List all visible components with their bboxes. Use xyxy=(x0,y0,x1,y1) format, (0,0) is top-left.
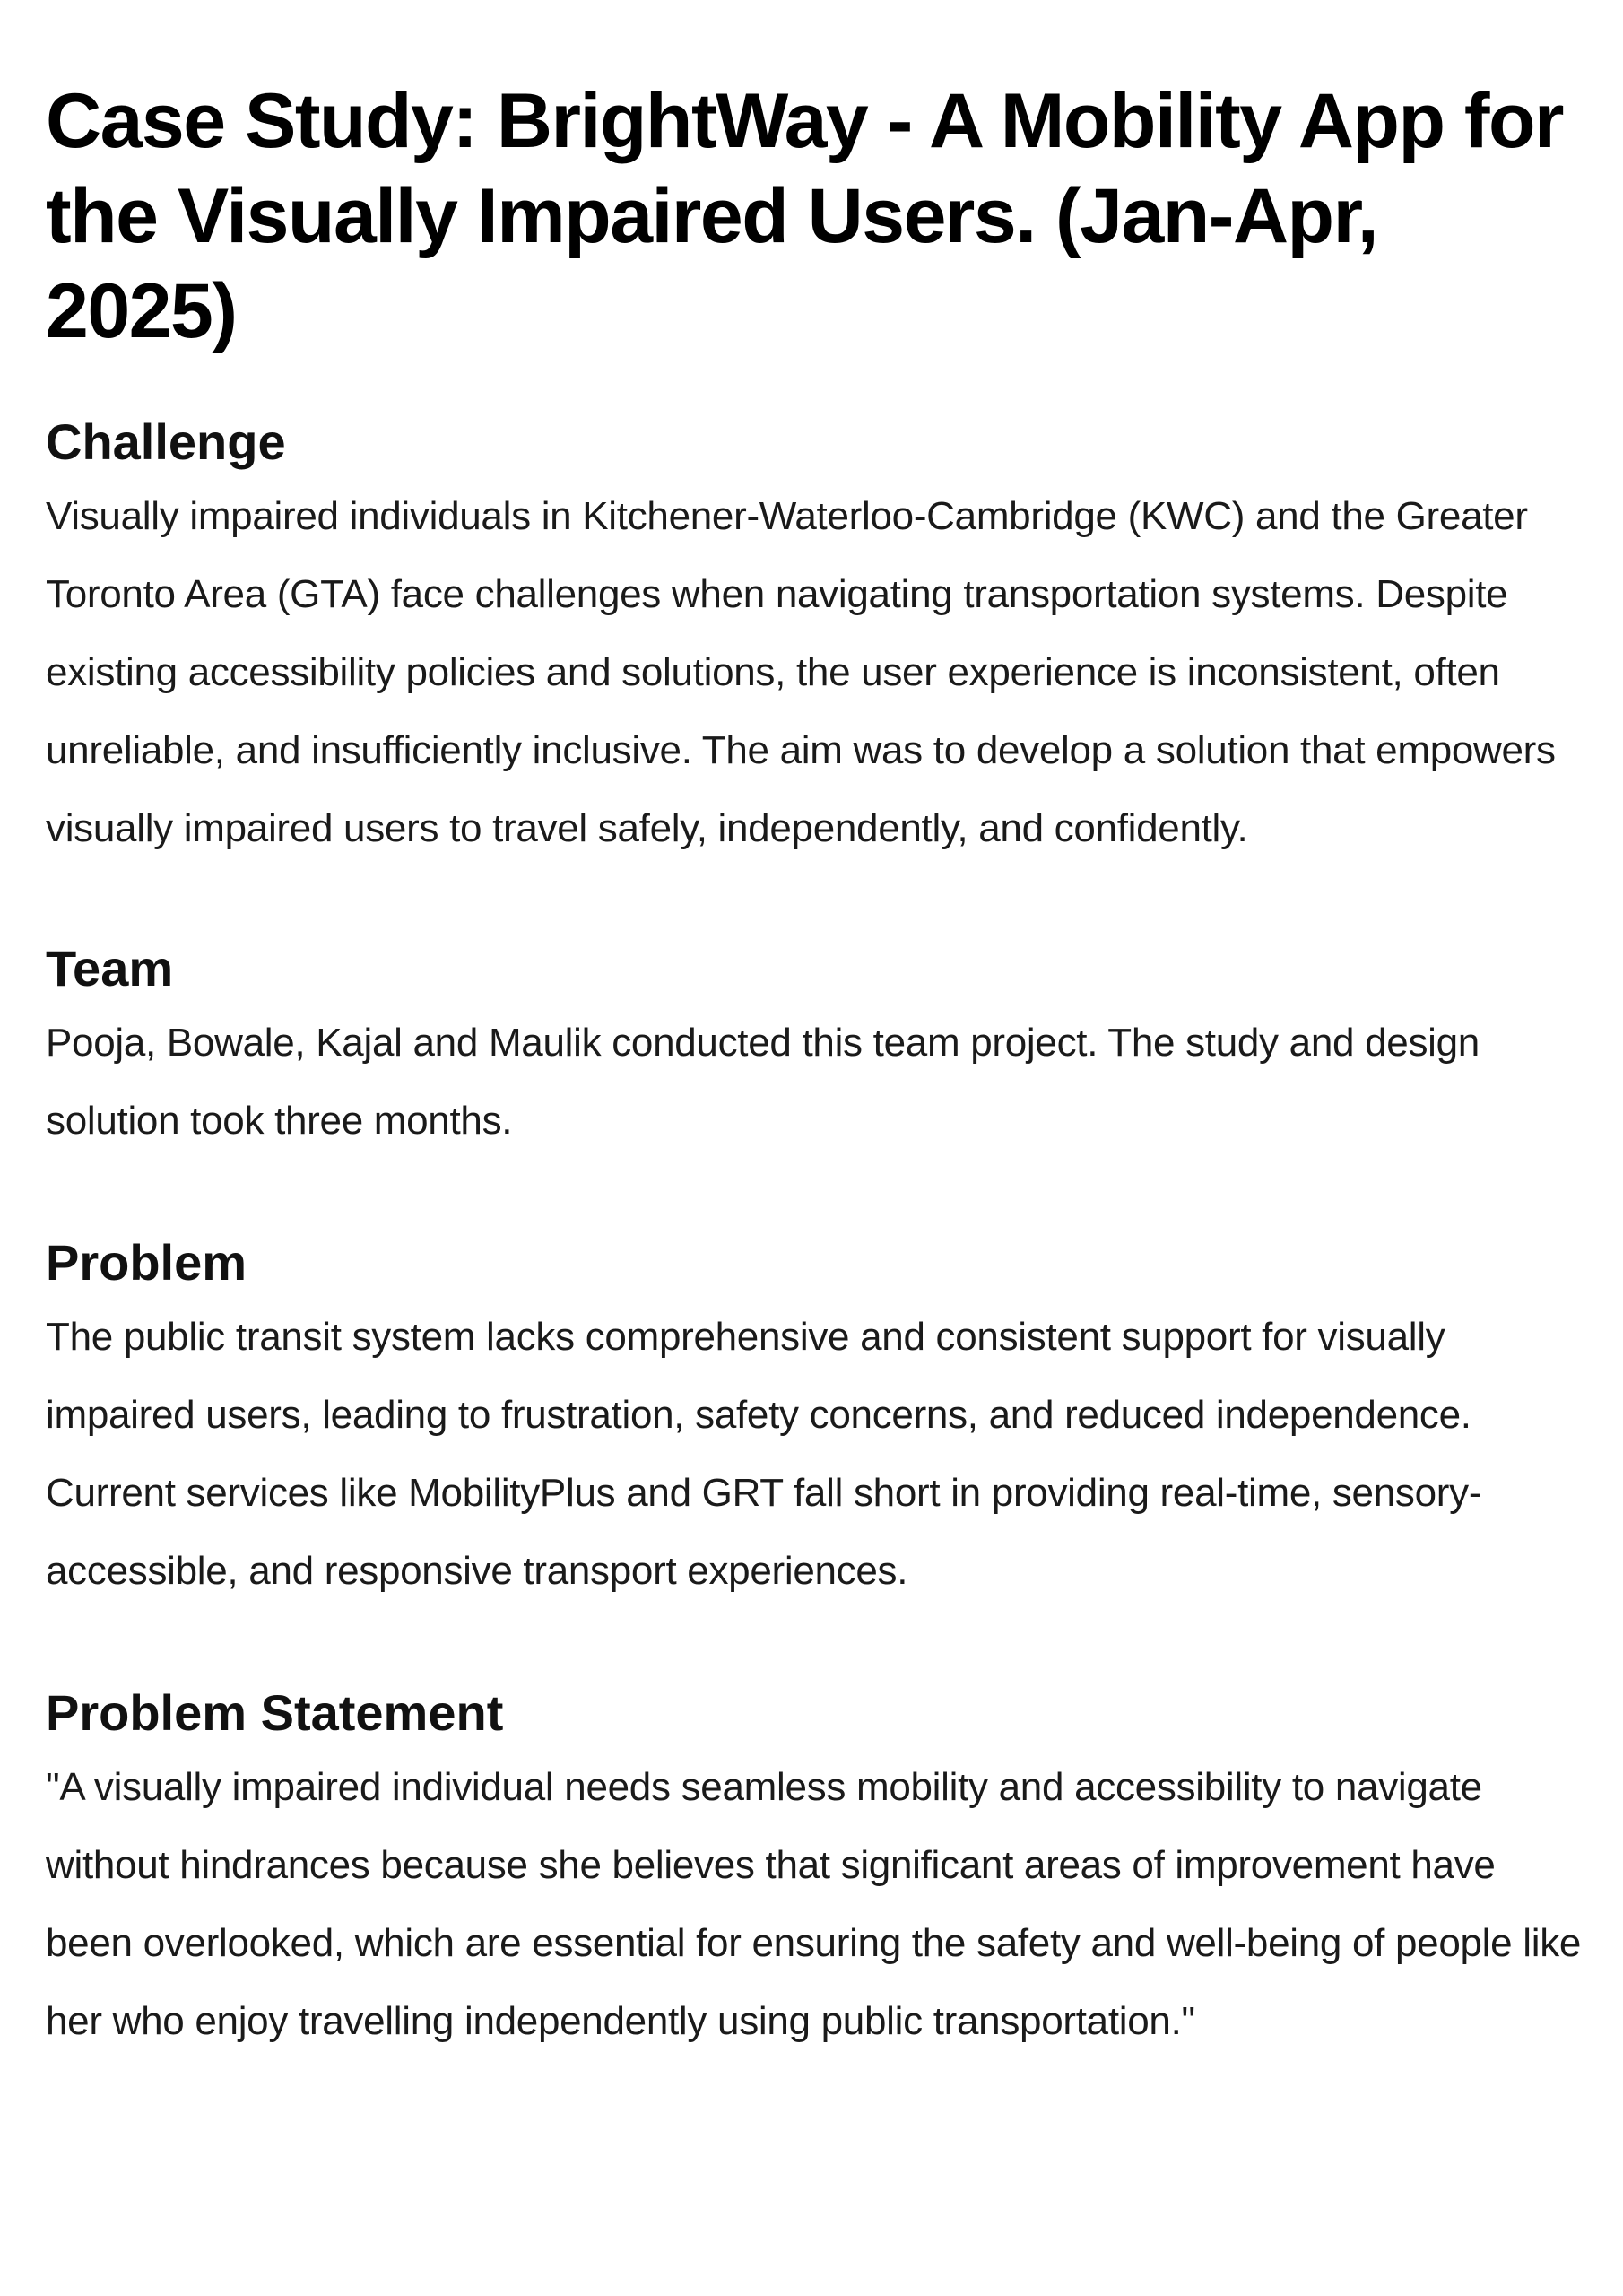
page-title: Case Study: BrightWay - A Mobility App for the Visually Impaired Users. (Jan-Apr, 2025) xyxy=(46,78,1564,354)
problem-statement-heading: Problem Statement xyxy=(46,1684,504,1741)
team-body: Pooja, Bowale, Kajal and Maulik conducted this team project. The study and design solution took three months. xyxy=(46,1021,1480,1143)
challenge-body: Visually impaired individuals in Kitchener-Waterloo-Cambridge (KWC) and the Greater Toronto Area (GTA) face challenges when navigating transportation systems. Despite existing accessibility policies and solutions, the user experience is inconsistent, often unreliable, and insufficiently inclusive. The aim was to develop a solution that empowers visually impaired users to travel safely, independently, and confidently. xyxy=(46,494,1556,850)
challenge-heading: Challenge xyxy=(46,413,286,470)
problem-heading: Problem xyxy=(46,1234,247,1291)
challenge-section xyxy=(46,411,1584,867)
case-study-page xyxy=(46,74,1584,2060)
problem-body: The public transit system lacks comprehensive and consistent support for visually impaired users, leading to frustration, safety concerns, and reduced independence. Current services like MobilityPlus and GRT fall short in providing real-time, sensory-accessible, and responsive transport experiences. xyxy=(46,1315,1482,1593)
team-section xyxy=(46,937,1584,1160)
problem-statement-section xyxy=(46,1682,1584,2060)
problem-statement-body: "A visually impaired individual needs seamless mobility and accessibility to navigate without hindrances because she believes that significant areas of improvement have been overlooked, which are essential for ensuring the safety and well-being of people like her who enjoy travelling independently using public transportation." xyxy=(46,1765,1582,2043)
team-heading: Team xyxy=(46,940,174,996)
problem-section xyxy=(46,1231,1584,1610)
